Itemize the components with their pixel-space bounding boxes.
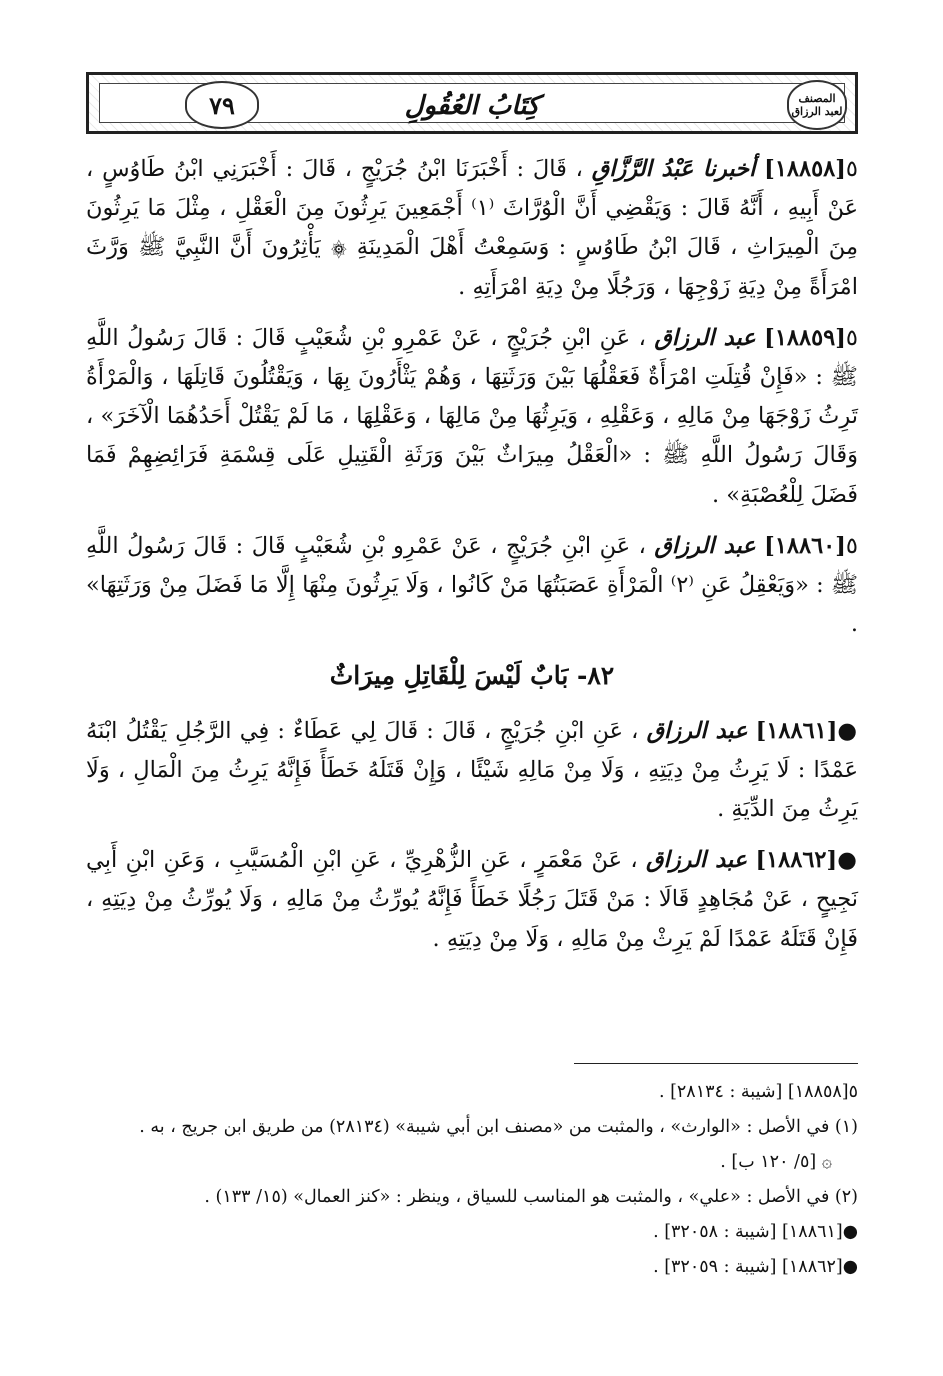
hadith-mark: ٥ xyxy=(845,532,858,559)
hadith-text: ، قَالَ : أَخْبَرَنَا ابْنُ جُرَيْجٍ ، قَالَ : أَخْبَرَنِي ابْنُ طَاوُسٍ ، عَنْ أَبِيهِ ، أَنَّهُ قَالَ : وَيَقْضِي أَنَّ الْوُرَّاثَ ⁽١⁾ أَجْمَعِينَ يَرِثُونَ مِنَ الْعَقْلِ ، مِثْلَ مَا يَرِثُونَ مِنَ الْمِيرَاثِ ، قَالَ ابْنُ طَاوُسٍ : وَسَمِعْتُ أَهْلَ الْمَدِينَةِ ۞ يَأْثِرُونَ أَنَّ النَّبِيَّ ﷺ وَرَّثَ امْرَأَةً مِنْ دِيَةِ زَوْجِهَا ، وَرَجُلًا مِنْ دِيَةِ امْرَأَتِهِ . xyxy=(86,156,859,300)
hadith-narrator: عبد الرزاق xyxy=(654,324,756,351)
hadith-text: ، عَنِ ابْنِ جُرَيْجٍ ، قَالَ : قَالَ لِي عَطَاءٌ : فِي الرَّجُلِ يَقْتُلُ ابْنَهُ عَمْدًا : لَا يَرِثُ مِنْ دِيَتِهِ ، وَلَا مِنْ مَالِهِ شَيْئًا ، وَإِنْ قَتَلَهُ خَطَأً فَإِنَّهُ يَرِثُ مِنَ الْمَالِ ، وَلَا يَرِثُ مِنَ الدِّيَةِ . xyxy=(86,717,858,823)
page-number: ٧٩ xyxy=(185,81,259,129)
hadith-text: ، عَنِ ابْنِ جُرَيْجٍ ، عَنْ عَمْرِو بْنِ شُعَيْبٍ قَالَ : قَالَ رَسُولُ اللَّهِ ﷺ : «وَيَعْقِلُ عَنِ ⁽٢⁾ الْمَرْأَةِ عَصَبَتُهَا مَنْ كَانُوا ، وَلَا يَرِثُونَ مِنْهَا إِلَّا مَا فَضَلَ مِنْ وَرَثَتِهَا» . xyxy=(86,532,858,638)
hadith-18859 xyxy=(86,319,858,515)
hadith-18862 xyxy=(86,841,858,959)
page-header-frame xyxy=(86,72,858,134)
running-title: كِتَابُ العُقُولِ xyxy=(404,91,540,121)
hadith-text: ، عَنِ ابْنِ جُرَيْجٍ ، عَنْ عَمْرِو بْنِ شُعَيْبٍ قَالَ : قَالَ رَسُولُ اللَّهِ ﷺ : «فَإِنْ قُتِلَتِ امْرَأَةٌ فَعَقْلُهَا بَيْنَ وَرَثَتِهَا ، وَهُمْ يَثْأَرُونَ بِهَا ، وَيَقْتُلُونَ قَاتِلَهَا ، وَالْمَرْأَةُ تَرِثُ زَوْجَهَا مِنْ مَالِهِ ، وَعَقْلِهِ ، وَيَرِثُهَا مِنْ مَالِهَا ، وَعَقْلِهَا ، مَا لَمْ يَقْتُلْ أَحَدُهُمَا الْآخَرَ» ، وَقَالَ رَسُولُ اللَّهِ ﷺ : «الْعَقْلُ مِيرَاثٌ بَيْنَ وَرَثَةِ الْقَتِيلِ عَلَى قِسْمَةِ فَرَائِضِهِمْ فَمَا فَضَلَ لِلْعُصْبَةِ» . xyxy=(86,324,858,508)
footnote: ۞ [٥/ ١٢٠ ب] . xyxy=(720,1152,832,1172)
hadith-number: [١٨٨٦٢] xyxy=(755,847,838,874)
footnote: ●[١٨٨٦٢] [شيبة : ٣٢٠٥٩] . xyxy=(653,1257,858,1277)
hadith-narrator: أخبرنا عَبْدُ الرَّزَّاقِ xyxy=(591,156,756,182)
footnote: ٥[١٨٨٥٨] [شيبة : ٢٨١٣٤] . xyxy=(658,1082,858,1102)
hadith-text: ، عَنْ مَعْمَرٍ ، عَنِ الزُّهْرِيِّ ، عَنِ ابْنِ الْمُسَيَّبِ ، وَعَنِ ابْنِ أَبِي نَجِيحٍ ، عَنْ مُجَاهِدٍ قَالَا : مَنْ قَتَلَ رَجُلًا خَطَأً فَإِنَّهُ يُورِّثُ مِنْ مَالِهِ ، وَلَا يُورِّثُ مِنْ دِيَتِهِ ، فَإِنْ قَتَلَهُ عَمْدًا لَمْ يَرِثْ مِنْ مَالِهِ ، وَلَا مِنْ دِيَتِهِ . xyxy=(86,847,858,952)
hadith-narrator: عبد الرزاق xyxy=(645,847,748,874)
hadith-narrator: عبد الرزاق xyxy=(646,717,748,744)
hadith-18858 xyxy=(86,150,858,307)
hadith-number: [١٨٨٥٩] xyxy=(764,324,846,351)
hadith-number: [١٨٨٦١] xyxy=(755,717,838,744)
footnote: ●[١٨٨٦١] [شيبة : ٣٢٠٥٨] . xyxy=(653,1222,858,1242)
hadith-number: [١٨٨٦٠] xyxy=(764,532,846,559)
hadith-mark: ٥ xyxy=(845,324,858,351)
hadith-narrator: عبد الرزاق xyxy=(654,532,756,559)
footnotes xyxy=(86,1078,858,1288)
book-emblem: المصنف لعبد الرزاق xyxy=(787,80,847,130)
footnote: (٢) في الأصل : «علي» ، والمثبت هو المناسب للسياق ، وينظر : «كنز العمال» (١٥/ ١٣٣) . xyxy=(204,1187,858,1207)
chapter-heading: ٨٢- بَابٌ لَيْسَ لِلْقَاتِلِ مِيرَاثٌ xyxy=(329,661,615,691)
footnote-divider xyxy=(574,1063,858,1064)
hadith-number: [١٨٨٥٨] xyxy=(764,156,846,182)
hadith-mark: ● xyxy=(837,717,859,744)
hadith-mark: ● xyxy=(837,847,858,874)
hadith-mark: ٥ xyxy=(845,156,858,182)
footnote: (١) في الأصل : «الوارث» ، والمثبت من «مصنف ابن أبي شيبة» (٢٨١٣٤) من طريق ابن جريج ، به . xyxy=(139,1117,858,1137)
hadith-18860 xyxy=(86,527,858,645)
hadith-18861 xyxy=(86,712,858,830)
main-text xyxy=(86,150,858,971)
